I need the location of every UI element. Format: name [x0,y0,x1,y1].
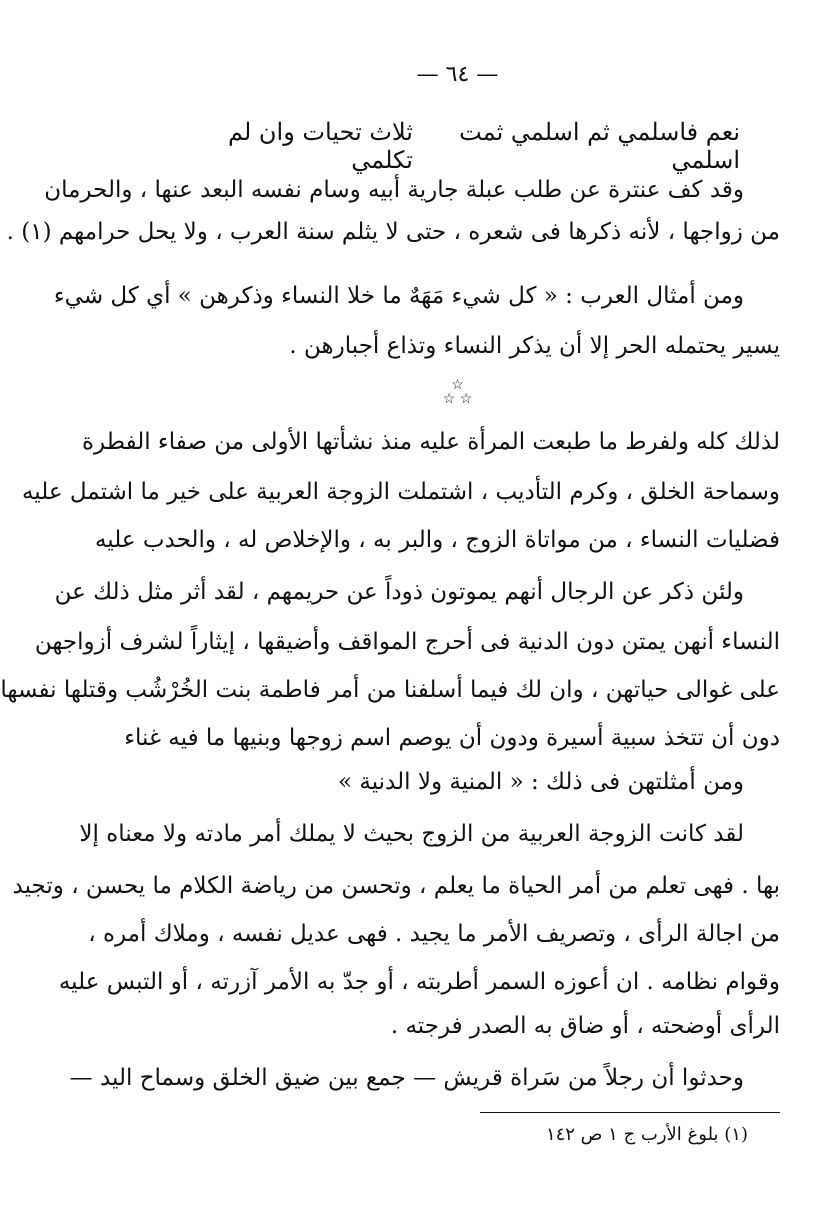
text-line: من اجالة الرأى ، وتصريف الأمر ما يجيد . فهى عديل نفسه ، وملاك أمره ، [88,921,780,947]
text-line: وحدثوا أن رجلاً من سَراة قريش — جمع بين ضيق الخلق وسماح اليد — [69,1065,744,1091]
text-line: على غوالى حياتهن ، وان لك فيما أسلفنا من أمر فاطمة بنت الخُرْشُب وقتلها نفسها [0,677,780,703]
text-line: النساء أنهن يمتن دون الدنية فى أحرج المواقف وأضيقها ، إيثاراً لشرف أزواجهن [34,629,780,655]
text-line: وقد كف عنترة عن طلب عبلة جارية أبيه وسام نفسه البعد عنها ، والحرمان [44,177,744,203]
text-line: وقوام نظامه . ان أعوزه السمر أطربته ، أو جدّ به الأمر آزرته ، أو التبس عليه [58,969,780,995]
separator-star-top: ☆ [451,377,464,393]
text-line: وسماحة الخلق ، وكرم التأديب ، اشتملت الزوجة العربية على خير ما اشتمل عليه [21,479,780,505]
text-line: ومن أمثال العرب : « كل شيء مَهَهٌ ما خلا النساء وذكرهن » أي كل شيء [53,283,744,309]
text-line: ولئن ذكر عن الرجال أنهم يموتون ذوداً عن حريمهم ، لقد أثر مثل ذلك عن [54,579,744,605]
text-line: لقد كانت الزوجة العربية من الزوج بحيث لا يملك أمر مادته ولا معناه إلا [79,821,744,847]
text-line: بها . فهى تعلم من أمر الحياة ما يعلم ، وتحسن من رياضة الكلام ما يحسن ، وتجيد [12,873,780,899]
text-line: ومن أمثلتهن فى ذلك : « المنية ولا الدنية » [337,769,744,795]
page-number: — ٦٤ — [416,62,499,87]
text-line: لذلك كله ولفرط ما طبعت المرأة عليه منذ نشأتها الأولى من صفاء الفطرة [81,429,780,455]
separator-stars-bottom: ☆ ☆ [442,391,473,407]
text-line: من زواجها ، لأنه ذكرها فى شعره ، حتى لا يثلم سنة العرب ، ولا يحل حرامهم (١) . [6,219,780,245]
verse-hemistich-left: ثلاث تحيات وان لم تكلمي [228,118,413,174]
section-separator [95,378,820,406]
poem-verse [180,118,740,174]
text-line: فضليات النساء ، من مواتاة الزوج ، والبر به ، والإخلاص له ، والحدب عليه [94,527,780,553]
footnote-divider [480,1112,780,1113]
text-line: يسير يحتمله الحر إلا أن يذكر النساء وتذاع أجبارهن . [289,333,780,359]
footnote: (١) بلوغ الأرب ج ١ ص ١٤٢ [545,1124,748,1145]
text-line: دون أن تتخذ سبية أسيرة ودون أن يوصم اسم زوجها وبنيها ما فيه غناء [124,725,780,751]
text-line: الرأى أوضحته ، أو ضاق به الصدر فرجته . [390,1013,780,1039]
verse-hemistich-right: نعم فاسلمي ثم اسلمي ثمت اسلمي [459,118,740,174]
